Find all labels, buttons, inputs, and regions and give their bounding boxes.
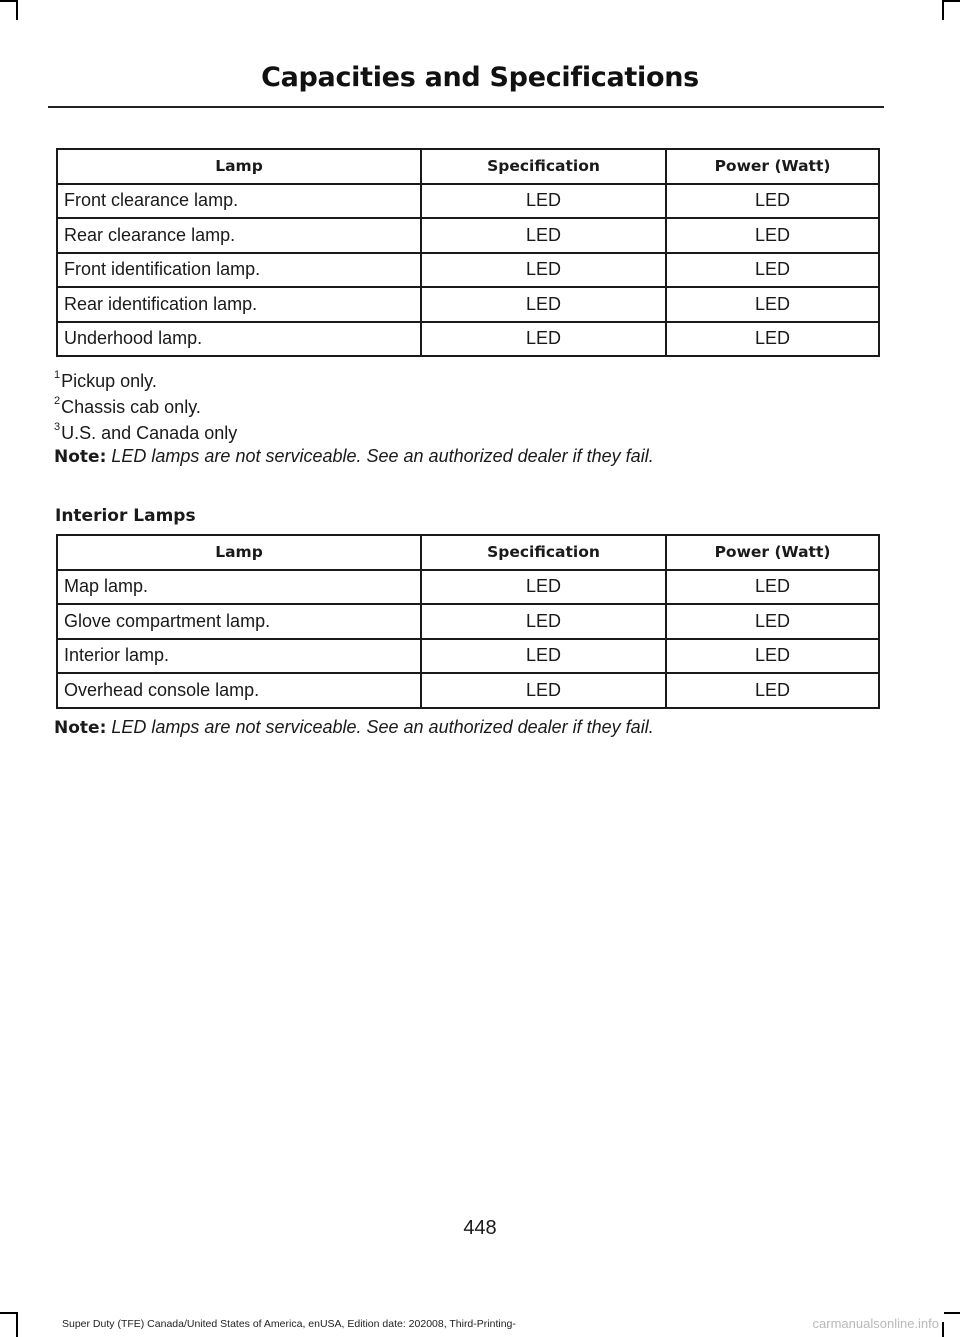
- table-row: [57, 639, 879, 674]
- lamp-cell: Map lamp.: [57, 570, 421, 605]
- note-interior: [54, 717, 654, 738]
- header-rule: [48, 106, 884, 108]
- crop-mark-bottom-left-v: [16, 1312, 18, 1337]
- column-header-specification: Specification: [421, 149, 666, 184]
- footnote-number: 1: [54, 369, 61, 381]
- power-cell: LED: [666, 253, 879, 288]
- lamp-cell: Overhead console lamp.: [57, 673, 421, 708]
- crop-mark-bottom-right-v: [942, 1322, 944, 1337]
- specification-cell: LED: [421, 570, 666, 605]
- table-row: [57, 287, 879, 322]
- footer-edition: Super Duty (TFE) Canada/United States of America, enUSA, Edition date: 202008, Third-Printing-: [62, 1318, 516, 1330]
- page-title: Capacities and Specifications: [261, 62, 699, 93]
- specification-cell: LED: [421, 218, 666, 253]
- crop-mark-bottom-right: [944, 1312, 960, 1314]
- footnote-3: [54, 423, 237, 444]
- lamp-cell: Interior lamp.: [57, 639, 421, 674]
- column-header-lamp: Lamp: [57, 535, 421, 570]
- note-exterior: [54, 446, 654, 467]
- footnote-1: [54, 371, 157, 392]
- note-text: LED lamps are not serviceable. See an authorized dealer if they fail.: [111, 717, 654, 737]
- power-cell: LED: [666, 673, 879, 708]
- specification-cell: LED: [421, 253, 666, 288]
- power-cell: LED: [666, 604, 879, 639]
- footnote-number: 2: [54, 395, 61, 407]
- table-header-row: [57, 149, 879, 184]
- table-row: [57, 322, 879, 357]
- table-row: [57, 673, 879, 708]
- exterior-lamps-table: [56, 148, 880, 357]
- specification-cell: LED: [421, 673, 666, 708]
- column-header-power: Power (Watt): [666, 149, 879, 184]
- specification-cell: LED: [421, 322, 666, 357]
- lamp-cell: Front identification lamp.: [57, 253, 421, 288]
- power-cell: LED: [666, 287, 879, 322]
- table-row: [57, 570, 879, 605]
- power-cell: LED: [666, 570, 879, 605]
- crop-mark-bottom-left: [0, 1312, 16, 1314]
- specification-cell: LED: [421, 184, 666, 219]
- footnote-number: 3: [54, 421, 61, 433]
- lamp-cell: Rear identification lamp.: [57, 287, 421, 322]
- note-label: Note:: [54, 447, 107, 467]
- page-number: 448: [463, 1217, 497, 1239]
- footnote-2: [54, 397, 201, 418]
- crop-mark-top-right-v: [942, 0, 944, 20]
- note-label: Note:: [54, 718, 107, 738]
- interior-lamps-table: [56, 534, 880, 709]
- power-cell: LED: [666, 184, 879, 219]
- power-cell: LED: [666, 639, 879, 674]
- lamp-cell: Front clearance lamp.: [57, 184, 421, 219]
- footnote-text: U.S. and Canada only: [61, 423, 238, 443]
- column-header-lamp: Lamp: [57, 149, 421, 184]
- table-row: [57, 184, 879, 219]
- crop-mark-top-right: [944, 0, 960, 2]
- power-cell: LED: [666, 322, 879, 357]
- specification-cell: LED: [421, 639, 666, 674]
- crop-mark-top-left-v: [16, 0, 18, 20]
- table-row: [57, 218, 879, 253]
- lamp-cell: Rear clearance lamp.: [57, 218, 421, 253]
- table-header-row: [57, 535, 879, 570]
- section-heading-interior-lamps: Interior Lamps: [55, 506, 196, 526]
- lamp-cell: Glove compartment lamp.: [57, 604, 421, 639]
- footnote-text: Pickup only.: [61, 371, 157, 391]
- table-row: [57, 604, 879, 639]
- footnote-text: Chassis cab only.: [61, 397, 201, 417]
- note-text: LED lamps are not serviceable. See an authorized dealer if they fail.: [111, 446, 654, 466]
- watermark: carmanualsonline.info: [812, 1316, 939, 1331]
- crop-mark-top-left: [0, 0, 16, 2]
- power-cell: LED: [666, 218, 879, 253]
- table-row: [57, 253, 879, 288]
- column-header-specification: Specification: [421, 535, 666, 570]
- column-header-power: Power (Watt): [666, 535, 879, 570]
- lamp-cell: Underhood lamp.: [57, 322, 421, 357]
- specification-cell: LED: [421, 604, 666, 639]
- specification-cell: LED: [421, 287, 666, 322]
